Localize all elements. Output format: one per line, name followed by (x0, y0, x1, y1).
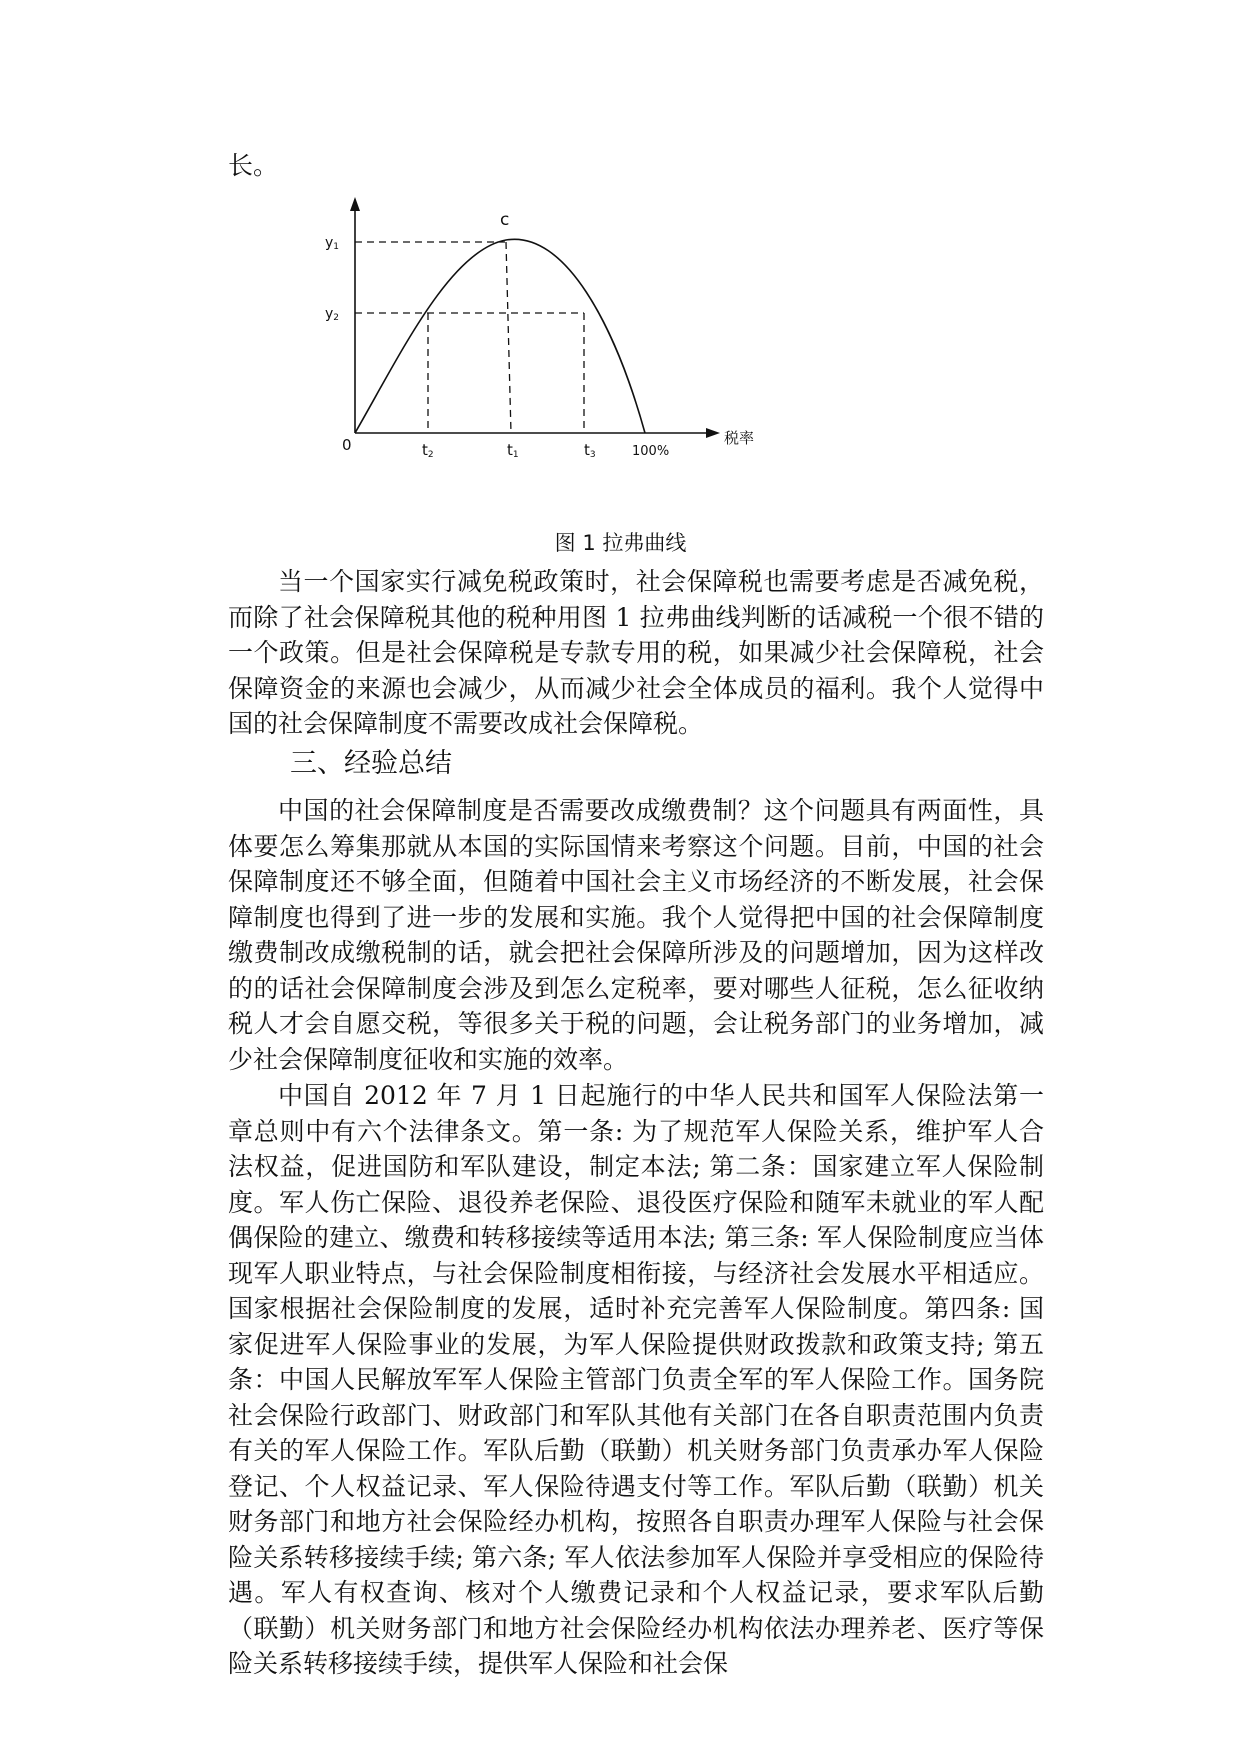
continuation-text: 长。 (228, 151, 279, 180)
y2-subscript: 2 (333, 313, 340, 323)
laffer-curve (355, 239, 645, 433)
y-axis-arrow (350, 197, 360, 211)
y1-subscript: 1 (333, 242, 340, 252)
t3-label: t3 (584, 441, 596, 460)
hundred-percent-label: 100% (632, 444, 670, 459)
t1-guide (506, 242, 511, 433)
t2-label: t2 (422, 441, 434, 460)
laffer-curve-diagram (325, 205, 860, 520)
figure-caption: 图 1 拉弗曲线 (554, 531, 687, 555)
laffer-curve-figure (325, 205, 860, 520)
y1-label: y1 (325, 235, 340, 252)
t1-subscript: 1 (512, 450, 519, 460)
y2-label: y2 (325, 306, 340, 323)
peak-label: c (500, 210, 510, 230)
x-axis-label: 税率 (724, 429, 755, 447)
t3-subscript: 3 (589, 450, 596, 460)
paragraph-3: 中国自 2012 年 7 月 1 日起施行的中华人民共和国军人保险法第一章总则中有六个法律条文。第一条: 为了规范军人保险关系，维护军人合法权益，促进国防和军队建设，制定本法; 第二条：国家建立军人保险制度。军人伤亡保险、退役养老保险、退役医疗保险和随军未就业的军人配偶保险的建立、缴费和转移接续等适用本法; 第三条: 军人保险制度应当体现军人职业特点，与社会保险制度相衔接，与经济社会发展水平相适应。国家根据社会保险制度的发展，适时补充完善军人保险制度。第四条: 国家促进军人保险事业的发展，为军人保险提供财政拨款和政策支持; 第五条：中国人民解放军军人保险主管部门负责全军的军人保险工作。国务院社会保险行政部门、财政部门和军队其他有关部门在各自职责范围内负责有关的军人保险工作。军队后勤（联勤）机关财务部门负责承办军人保险登记、个人权益记录、军人保险待遇支付等工作。军队后勤（联勤）机关财务部门和地方社会保险经办机构，按照各自职责办理军人保险与社会保险关系转移接续手续; 第六条; 军人依法参加军人保险并享受相应的保险待遇。军人有权查询、核对个人缴费记录和个人权益记录，要求军队后勤（联勤）机关财务部门和地方社会保险经办机构依法办理养老、医疗等保险关系转移接续手续，提供军人保险和社会保 (228, 1081, 1044, 1678)
paragraph-2: 中国的社会保障制度是否需要改成缴费制？这个问题具有两面性，具体要怎么筹集那就从本国的实际国情来考察这个问题。目前，中国的社会保障制度还不够全面，但随着中国社会主义市场经济的不断发展，社会保障制度也得到了进一步的发展和实施。我个人觉得把中国的社会保障制度缴费制改成缴税制的话，就会把社会保障所涉及的问题增加，因为这样改的的话社会保障制度会涉及到怎么定税率，要对哪些人征税，怎么征收纳税人才会自愿交税，等很多关于税的问题，会让税务部门的业务增加，减少社会保障制度征收和实施的效率。 (228, 796, 1044, 1074)
x-axis-arrow (706, 428, 720, 438)
origin-label: 0 (342, 436, 352, 454)
t2-subscript: 2 (427, 450, 434, 460)
section-heading: 三、经验总结 (290, 748, 452, 779)
paragraph-1: 当一个国家实行减免税政策时，社会保障税也需要考虑是否减免税，而除了社会保障税其他的税种用图 1 拉弗曲线判断的话减税一个很不错的一个政策。但是社会保障税是专款专用的税，如果减少社会保障税，社会保障资金的来源也会减少，从而减少社会全体成员的福利。我个人觉得中国的社会保障制度不需要改成社会保障税。 (228, 567, 1044, 738)
t1-label: t1 (507, 441, 519, 460)
